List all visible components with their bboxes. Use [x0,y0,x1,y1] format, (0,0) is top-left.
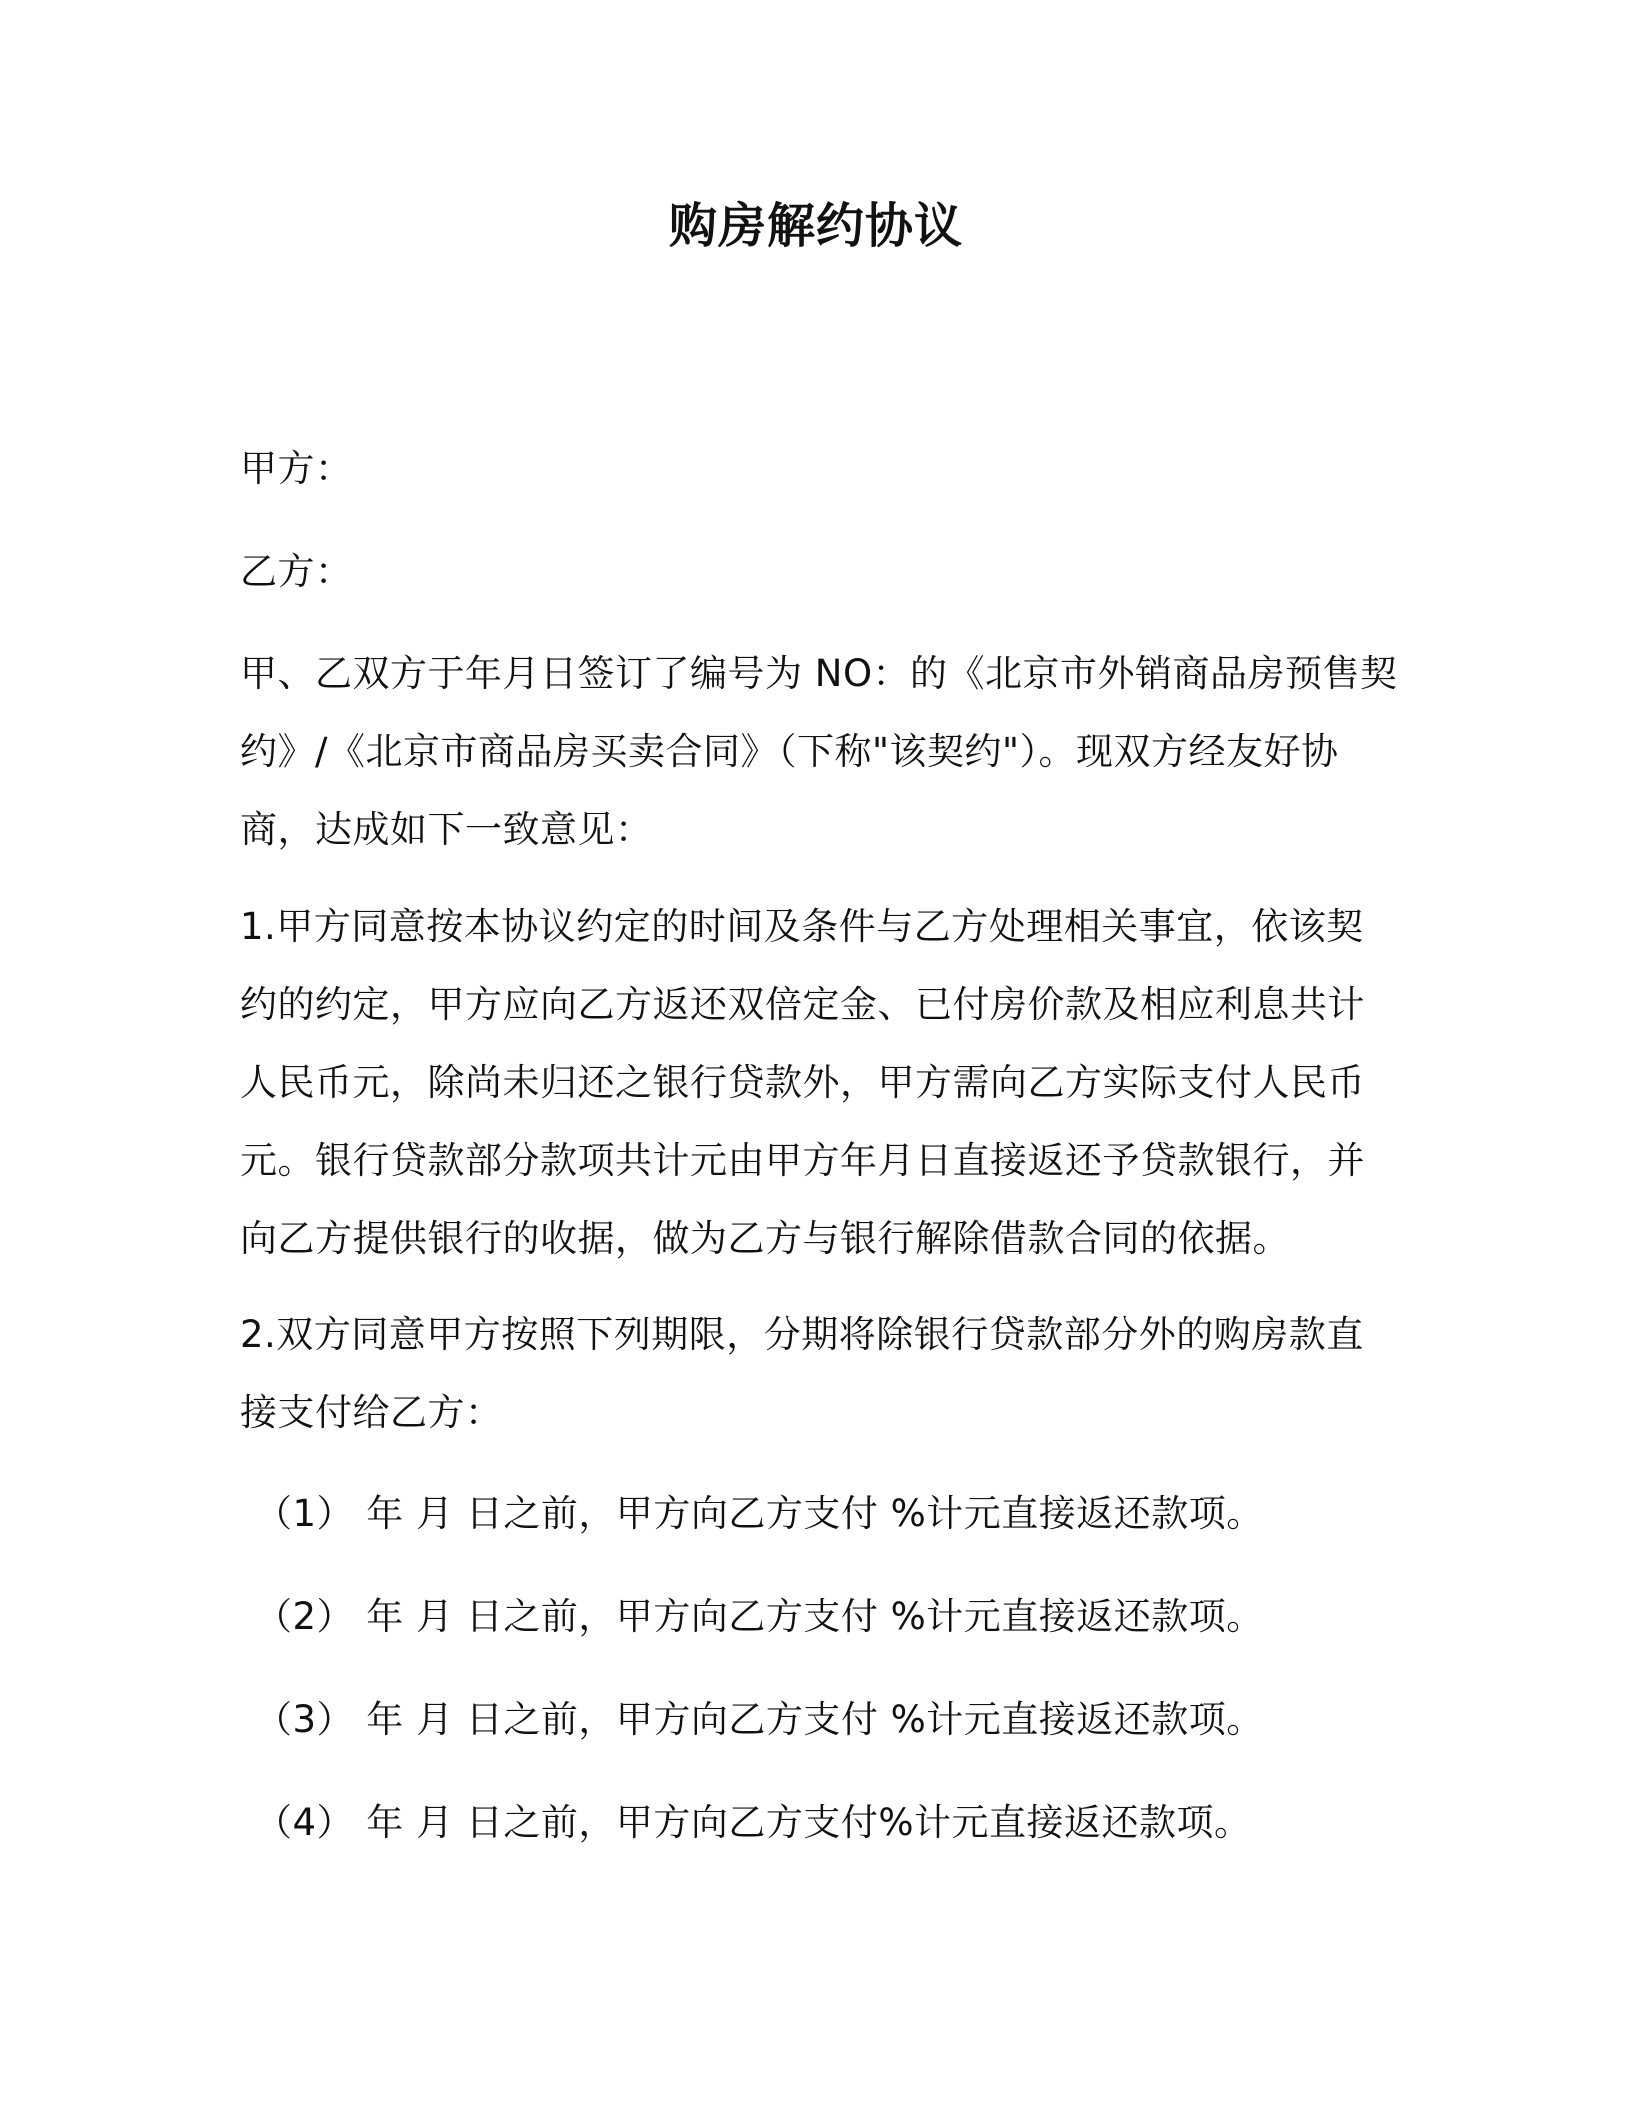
intro-line: 甲、乙双方于年月日签订了编号为 NO：的《北京市外销商品房预售契 [240,652,1398,695]
installment-item-1: （1） 年 月 日之前，甲方向乙方支付 %计元直接返还款项。 [255,1492,1264,1535]
clause-1-line: 1.甲方同意按本协议约定的时间及条件与乙方处理相关事宜，依该契 [240,905,1364,948]
clause-2-line: 2.双方同意甲方按照下列期限，分期将除银行贷款部分外的购房款直 [240,1313,1364,1356]
installment-item-2: （2） 年 月 日之前，甲方向乙方支付 %计元直接返还款项。 [255,1595,1264,1638]
intro-line: 商，达成如下一致意见： [240,808,653,851]
installment-item-3: （3） 年 月 日之前，甲方向乙方支付 %计元直接返还款项。 [255,1698,1264,1741]
clause-1-line: 约的约定，甲方应向乙方返还双倍定金、已付房价款及相应利息共计 [240,983,1365,1026]
clause-2-line: 接支付给乙方： [240,1391,503,1434]
intro-line: 约》/《北京市商品房买卖合同》（下称"该契约"）。现双方经友好协 [240,730,1339,773]
clause-1-line: 元。银行贷款部分款项共计元由甲方年月日直接返还予贷款银行，并 [240,1139,1365,1182]
intro-paragraph [240,635,1400,869]
installment-item-4: （4） 年 月 日之前，甲方向乙方支付%计元直接返还款项。 [255,1801,1252,1844]
clause-2-paragraph [240,1296,1400,1452]
clause-1-line: 人民币元，除尚未归还之银行贷款外，甲方需向乙方实际支付人民币 [240,1061,1365,1104]
clause-1-paragraph [240,888,1400,1278]
document-title: 购房解约协议 [668,198,963,254]
party-b-label: 乙方： [240,550,353,593]
party-a-label: 甲方： [240,447,353,490]
clause-1-line: 向乙方提供银行的收据，做为乙方与银行解除借款合同的依据。 [240,1217,1290,1260]
